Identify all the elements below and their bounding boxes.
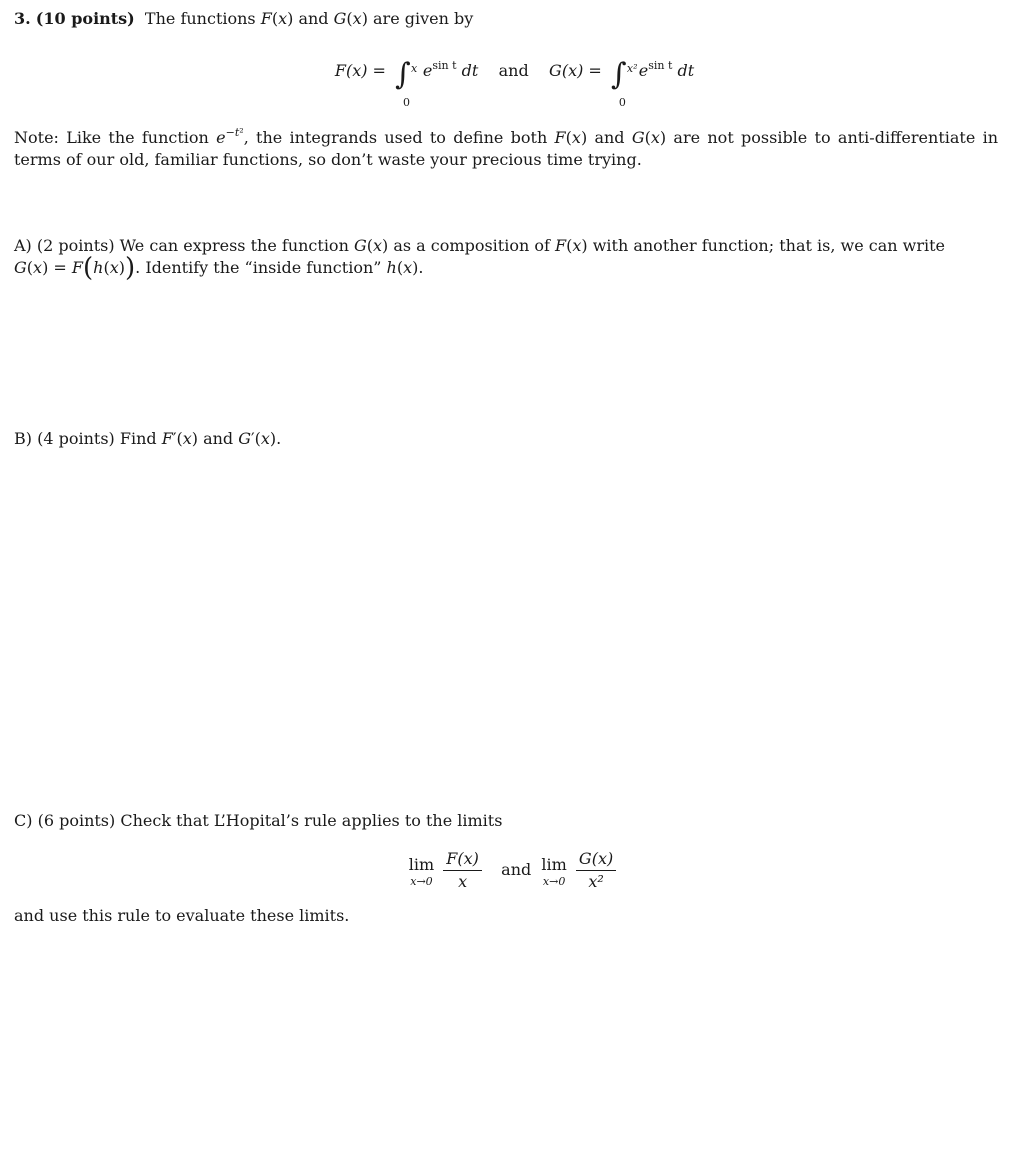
part-c: C) (6 points) Check that L’Hopital’s rule applies to the limits (14, 811, 503, 830)
F-lhs: F(x) = (334, 61, 386, 80)
note-text: Note: Like the function $e^{-t^2}$, the integrands used to define both F(x) and G(x) are not possible to anti-differentiate in terms of our old, familiar functions, so don’t waste your precious time trying. (14, 126, 999, 169)
limits-equation: lim x→0 $\frac{F(x)}{x}$ and lim x→0 $\frac{G(x)}{\text{x²}}$ (0, 848, 1029, 893)
part-a: A) (2 points) We can express the function G(x) as a composition of F(x) with another function; that is, we can write G(x) = F(h(x)). Identify the “inside function” h(x). (14, 236, 945, 283)
problem-intro: The functions F(x) and G(x) are given by (144, 9, 474, 28)
fraction-G: $\frac{G(x)}{\text{x²}}$ (576, 848, 616, 893)
integral-sign: ∫ x 0 (395, 57, 418, 109)
fraction-F: $\frac{F(x)}{x}$ (443, 848, 482, 893)
part-b: B) (4 points) Find F′(x) and G′(x). (14, 429, 282, 448)
problem-header (14, 8, 998, 30)
part-c-instruction: and use this rule to evaluate these limits. (14, 906, 350, 925)
integral-sign: ∫ x² 0 (610, 57, 638, 109)
problem-number: 3. (14, 9, 31, 28)
definition-equation: F(x) = ∫ x 0 $e^{sin t}$ dt and G(x) = ∫ x² 0 $e^{sin t}$ dt (334, 57, 695, 109)
problem-points: (10 points) (35, 9, 135, 28)
G-lhs: G(x) = (549, 61, 602, 80)
